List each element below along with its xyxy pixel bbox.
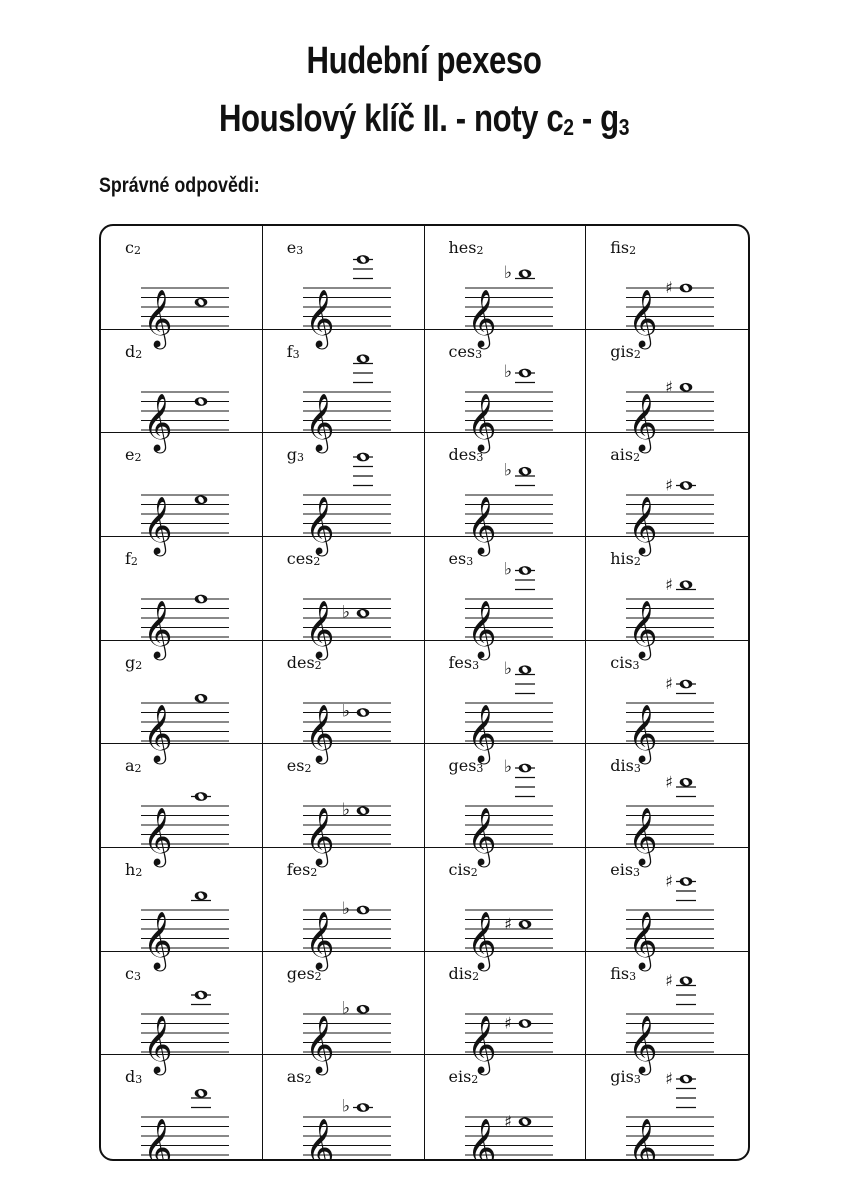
whole-note-icon	[680, 778, 693, 787]
whole-note-icon	[356, 906, 369, 915]
treble-clef-icon: 𝄞	[143, 392, 173, 451]
note-octave: 3	[476, 762, 484, 776]
pexeso-card	[101, 330, 263, 451]
note-name: fis	[610, 238, 630, 257]
sharp-icon: ♯	[665, 1069, 674, 1089]
pexeso-card	[263, 848, 425, 969]
staff-notation	[425, 1055, 586, 1177]
note-name: eis	[448, 1067, 472, 1087]
whole-note-icon	[680, 481, 693, 490]
staff-notation	[586, 226, 748, 347]
sharp-icon: ♯	[665, 376, 674, 396]
note-octave: 2	[135, 347, 143, 361]
note-octave: 3	[633, 1073, 641, 1087]
pexeso-card	[101, 744, 263, 866]
whole-note-icon	[680, 580, 693, 589]
whole-note-icon	[356, 453, 369, 462]
pexeso-card	[586, 1055, 748, 1177]
note-octave: 2	[314, 969, 322, 983]
note-name: cis	[610, 652, 633, 672]
whole-note-icon	[356, 1005, 369, 1014]
sharp-icon: ♯	[665, 970, 674, 990]
whole-note-icon	[518, 566, 531, 575]
treble-clef-icon: 𝄞	[628, 1014, 658, 1073]
treble-clef-icon: 𝄞	[143, 599, 173, 658]
treble-clef-icon: 𝄞	[143, 1014, 173, 1073]
whole-note-icon	[518, 368, 531, 377]
staff-notation	[263, 744, 424, 866]
note-octave: 2	[304, 1073, 312, 1087]
flat-icon: ♭	[341, 997, 350, 1018]
staff-notation	[263, 433, 424, 555]
treble-clef-icon: 𝄞	[143, 1118, 173, 1177]
pexeso-card	[425, 744, 587, 866]
pexeso-card	[586, 537, 748, 658]
staff-notation	[263, 1055, 424, 1177]
whole-note-icon	[518, 920, 531, 929]
staff-notation	[586, 744, 748, 866]
staff-notation	[586, 330, 748, 451]
whole-note-icon	[356, 1103, 369, 1112]
note-octave: 2	[629, 244, 637, 257]
treble-clef-icon: 𝄞	[466, 807, 497, 866]
note-name: c	[125, 238, 134, 257]
note-name: des	[286, 652, 315, 672]
sharp-icon: ♯	[665, 278, 674, 297]
staff-notation	[101, 226, 262, 347]
note-octave: 3	[133, 969, 141, 983]
staff-notation	[425, 537, 586, 658]
note-octave: 3	[135, 1073, 143, 1087]
treble-clef-icon: 𝄞	[304, 289, 335, 347]
whole-note-icon	[195, 1089, 208, 1098]
treble-clef-icon: 𝄞	[143, 807, 173, 866]
treble-clef-icon: 𝄞	[628, 496, 658, 555]
pexeso-card	[101, 1055, 263, 1177]
staff-notation	[425, 330, 586, 451]
staff-notation	[586, 433, 748, 555]
note-octave: 2	[304, 762, 312, 776]
note-octave: 2	[476, 244, 484, 257]
staff-notation	[263, 226, 424, 347]
treble-clef-icon: 𝄞	[304, 910, 335, 969]
note-octave: 3	[633, 865, 641, 879]
note-name: es	[286, 756, 305, 776]
treble-clef-icon: 𝄞	[304, 496, 335, 555]
pexeso-card	[101, 433, 263, 555]
note-name: h	[125, 859, 136, 879]
sharp-icon: ♯	[503, 1013, 512, 1033]
staff-notation	[263, 848, 424, 969]
page-subtitle	[76, 98, 771, 141]
note-name: dis	[610, 756, 634, 776]
pexeso-card	[425, 330, 587, 451]
treble-clef-icon: 𝄞	[628, 392, 658, 451]
pexeso-card	[586, 641, 748, 762]
note-name: des	[448, 445, 477, 465]
note-name: c	[125, 963, 134, 983]
whole-note-icon	[518, 467, 531, 476]
note-name: d	[125, 341, 136, 361]
whole-note-icon	[518, 1118, 531, 1127]
flat-icon: ♭	[503, 460, 512, 481]
treble-clef-icon: 𝄞	[628, 703, 658, 762]
whole-note-icon	[356, 354, 369, 363]
note-octave: 2	[133, 244, 141, 257]
note-name: a	[125, 756, 135, 776]
whole-note-icon	[680, 679, 693, 688]
note-name: ces	[448, 341, 476, 361]
note-name: fes	[448, 652, 473, 672]
note-octave: 2	[471, 1073, 479, 1087]
note-name: ces	[286, 548, 314, 568]
note-octave: 3	[292, 347, 300, 361]
pexeso-card	[425, 848, 587, 969]
note-octave: 2	[135, 865, 143, 879]
answers-heading: Správné odpovědi:	[99, 174, 260, 197]
staff-notation	[586, 848, 748, 969]
subtitle-octave-low: 2	[563, 114, 574, 141]
treble-clef-icon: 𝄞	[466, 910, 497, 969]
flat-icon: ♭	[341, 898, 350, 919]
note-octave: 3	[476, 451, 484, 465]
pexeso-card	[586, 433, 748, 555]
note-name: cis	[448, 859, 471, 879]
note-octave: 2	[633, 347, 641, 361]
staff-notation	[425, 226, 586, 347]
staff-notation	[586, 952, 748, 1073]
staff-notation	[101, 641, 262, 762]
whole-note-icon	[680, 1075, 693, 1084]
note-name: his	[610, 548, 634, 568]
treble-clef-icon: 𝄞	[304, 1118, 335, 1177]
pexeso-card	[425, 537, 587, 658]
whole-note-icon	[195, 496, 208, 505]
note-octave: 2	[472, 969, 480, 983]
pexeso-card	[263, 744, 425, 866]
note-octave: 2	[130, 554, 138, 568]
pexeso-card	[425, 1055, 587, 1177]
note-name: fes	[286, 859, 311, 879]
whole-note-icon	[518, 269, 531, 278]
staff-notation	[586, 1055, 748, 1177]
pexeso-card	[425, 641, 587, 762]
pexeso-card	[425, 433, 587, 555]
staff-notation	[101, 744, 262, 866]
note-octave: 2	[313, 554, 321, 568]
pexeso-card	[425, 226, 587, 347]
flat-icon: ♭	[503, 361, 512, 382]
treble-clef-icon: 𝄞	[628, 289, 658, 347]
treble-clef-icon: 𝄞	[466, 1118, 497, 1177]
note-octave: 2	[314, 658, 322, 672]
flat-icon: ♭	[341, 602, 350, 623]
treble-clef-icon: 𝄞	[466, 599, 497, 658]
note-name: gis	[610, 1067, 634, 1087]
note-octave: 3	[297, 451, 304, 465]
note-octave: 3	[629, 969, 637, 983]
pexeso-card	[263, 226, 425, 347]
note-octave: 3	[472, 658, 480, 672]
staff-notation	[425, 952, 586, 1073]
staff-notation	[425, 744, 586, 866]
pexeso-card	[263, 1055, 425, 1177]
staff-notation	[263, 952, 424, 1073]
note-octave: 2	[134, 762, 142, 776]
whole-note-icon	[356, 807, 369, 816]
pexeso-card	[101, 641, 263, 762]
note-name: d	[125, 1067, 136, 1087]
subtitle-prefix: Houslový klíč II. - noty c	[218, 98, 564, 140]
note-name: ges	[286, 963, 315, 983]
pexeso-card	[263, 330, 425, 451]
treble-clef-icon: 𝄞	[466, 703, 497, 762]
note-name: as	[286, 1067, 305, 1087]
staff-notation	[263, 641, 424, 762]
sharp-icon: ♯	[665, 673, 674, 693]
staff-notation	[425, 433, 586, 555]
note-name: f	[125, 548, 131, 568]
note-octave: 3	[632, 658, 640, 672]
pexeso-card	[101, 952, 263, 1073]
note-octave: 2	[470, 865, 478, 879]
treble-clef-icon: 𝄞	[143, 289, 173, 347]
page-title	[76, 40, 771, 83]
flat-icon: ♭	[503, 658, 512, 679]
note-name: ges	[448, 756, 477, 776]
sharp-icon: ♯	[503, 914, 512, 934]
note-octave: 2	[633, 554, 641, 568]
pexeso-card	[586, 330, 748, 451]
treble-clef-icon: 𝄞	[304, 807, 335, 866]
note-octave: 3	[633, 762, 641, 776]
treble-clef-icon: 𝄞	[143, 496, 173, 555]
flat-icon: ♭	[341, 701, 350, 722]
pexeso-card	[101, 848, 263, 969]
whole-note-icon	[680, 383, 693, 392]
pexeso-card	[101, 226, 263, 347]
note-name: f	[286, 341, 293, 361]
whole-note-icon	[195, 298, 208, 307]
whole-note-icon	[518, 1019, 531, 1028]
staff-notation	[101, 952, 262, 1073]
treble-clef-icon: 𝄞	[466, 392, 497, 451]
treble-clef-icon: 𝄞	[304, 1014, 335, 1073]
flat-icon: ♭	[341, 800, 350, 821]
note-name: ais	[610, 445, 634, 465]
staff-notation	[101, 1055, 262, 1177]
treble-clef-icon: 𝄞	[466, 289, 497, 347]
pexeso-card	[263, 537, 425, 658]
flat-icon: ♭	[503, 559, 512, 580]
pexeso-card	[586, 848, 748, 969]
whole-note-icon	[195, 990, 208, 999]
staff-notation	[586, 641, 748, 762]
staff-notation	[586, 537, 748, 658]
note-name: gis	[610, 341, 634, 361]
pexeso-card	[263, 641, 425, 762]
pexeso-card	[586, 952, 748, 1073]
note-octave: 2	[135, 658, 143, 672]
flat-icon: ♭	[341, 1096, 350, 1117]
treble-clef-icon: 𝄞	[143, 703, 173, 762]
sharp-icon: ♯	[503, 1112, 512, 1132]
note-octave: 2	[134, 451, 142, 465]
note-octave: 2	[310, 865, 318, 879]
note-name: e	[286, 238, 297, 257]
staff-notation	[101, 537, 262, 658]
whole-note-icon	[195, 595, 208, 604]
whole-note-icon	[680, 976, 693, 985]
staff-notation	[101, 330, 262, 451]
treble-clef-icon: 𝄞	[304, 703, 335, 762]
treble-clef-icon: 𝄞	[628, 807, 658, 866]
treble-clef-icon: 𝄞	[304, 599, 335, 658]
treble-clef-icon: 𝄞	[628, 910, 658, 969]
note-octave: 2	[633, 451, 641, 465]
note-name: es	[448, 548, 467, 568]
staff-notation	[263, 537, 424, 658]
note-name: hes	[448, 238, 477, 257]
flat-icon: ♭	[503, 757, 512, 778]
pexeso-card	[263, 433, 425, 555]
staff-notation	[263, 330, 424, 451]
sharp-icon: ♯	[665, 475, 674, 495]
note-octave: 3	[475, 347, 483, 361]
treble-clef-icon: 𝄞	[628, 1118, 658, 1177]
whole-note-icon	[518, 665, 531, 674]
sharp-icon: ♯	[665, 574, 674, 594]
subtitle-octave-high: 3	[618, 114, 630, 141]
whole-note-icon	[356, 255, 369, 264]
treble-clef-icon: 𝄞	[304, 392, 335, 451]
note-octave: 3	[466, 554, 474, 568]
note-name: dis	[448, 963, 473, 983]
note-name: e	[125, 445, 135, 465]
sharp-icon: ♯	[665, 772, 674, 792]
whole-note-icon	[195, 397, 208, 406]
note-name: fis	[610, 963, 630, 983]
treble-clef-icon: 𝄞	[466, 1014, 497, 1073]
note-name: g	[125, 652, 136, 672]
treble-clef-icon: 𝄞	[628, 599, 658, 658]
note-name: eis	[610, 859, 634, 879]
pexeso-card	[425, 952, 587, 1073]
note-octave: 3	[296, 244, 304, 257]
staff-notation	[101, 848, 262, 969]
note-name: g	[286, 445, 297, 465]
title-text: Hudební pexeso	[306, 40, 542, 82]
whole-note-icon	[195, 891, 208, 900]
whole-note-icon	[680, 877, 693, 886]
pexeso-card	[263, 952, 425, 1073]
treble-clef-icon: 𝄞	[143, 910, 173, 969]
whole-note-icon	[680, 284, 693, 293]
staff-notation	[425, 848, 586, 969]
pexeso-card	[101, 537, 263, 658]
flat-icon: ♭	[503, 262, 512, 283]
whole-note-icon	[518, 764, 531, 773]
subtitle-mid: - g	[573, 98, 619, 140]
sharp-icon: ♯	[665, 871, 674, 891]
whole-note-icon	[195, 694, 208, 703]
staff-notation	[101, 433, 262, 555]
treble-clef-icon: 𝄞	[466, 496, 497, 555]
cards-grid	[99, 224, 750, 1177]
staff-notation	[425, 641, 586, 762]
whole-note-icon	[356, 708, 369, 717]
whole-note-icon	[195, 792, 208, 801]
whole-note-icon	[356, 609, 369, 618]
pexeso-card	[586, 744, 748, 866]
pexeso-card	[586, 226, 748, 347]
